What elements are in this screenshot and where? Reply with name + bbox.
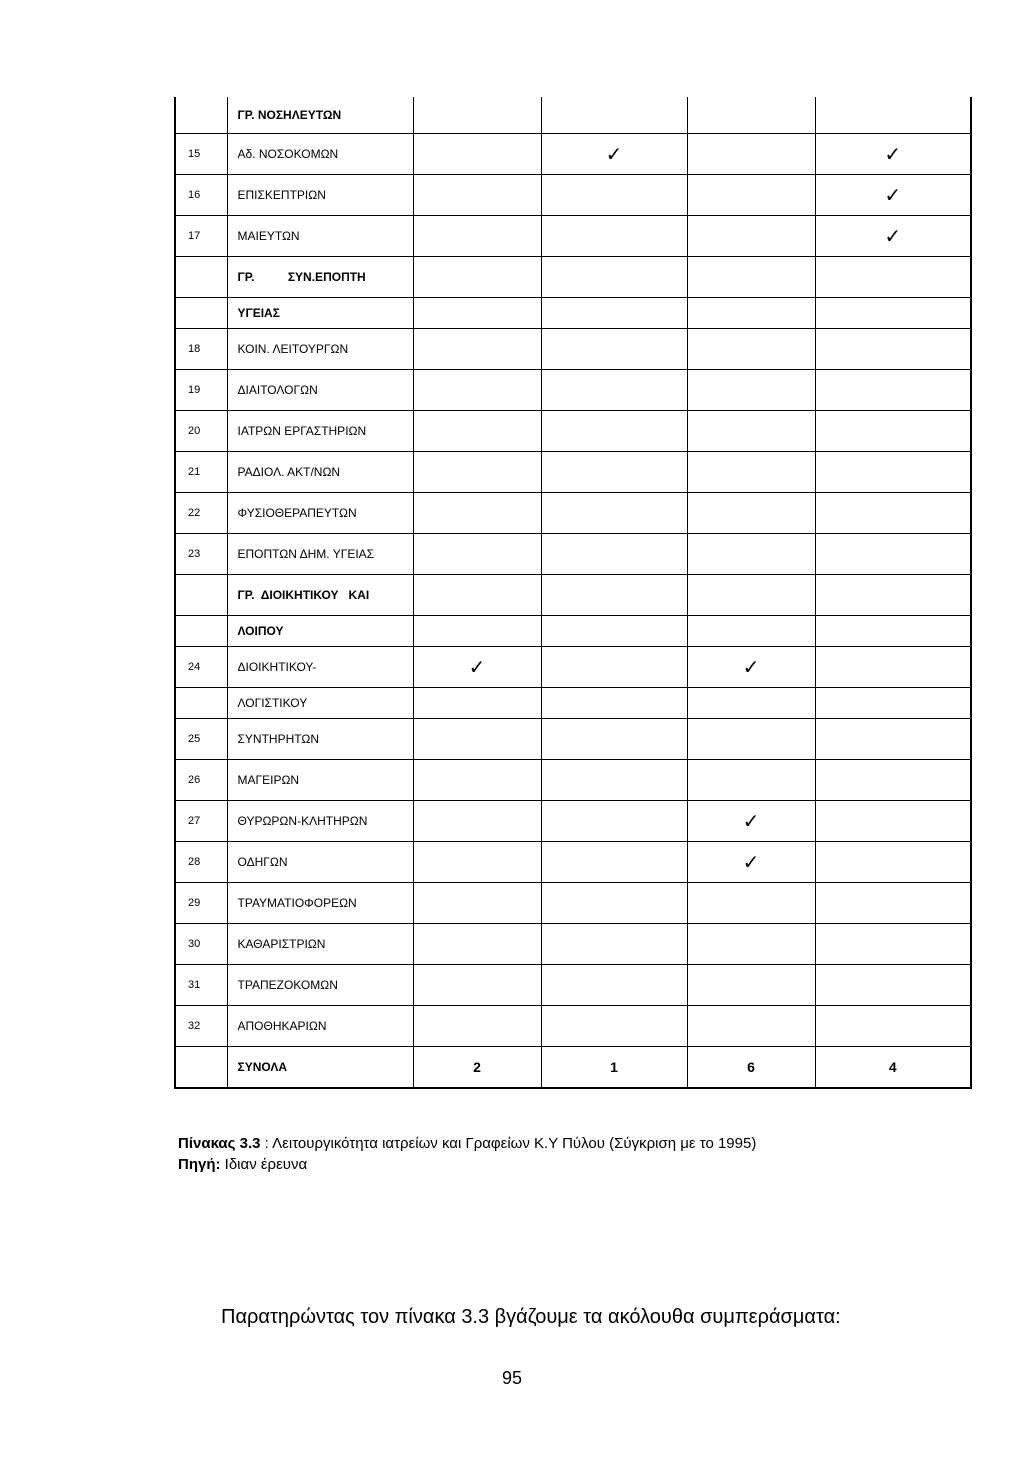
mark-col-1 — [413, 965, 541, 1006]
mark-col-4 — [815, 534, 971, 575]
mark-col-1: ✓ — [413, 647, 541, 688]
mark-col-2 — [541, 216, 687, 257]
mark-col-4 — [815, 647, 971, 688]
row-label: ΑΠΟΘΗΚΑΡΙΩΝ — [227, 1006, 413, 1047]
mark-col-1 — [413, 134, 541, 175]
mark-col-2 — [541, 411, 687, 452]
table-row — [175, 216, 971, 257]
mark-col-1 — [413, 175, 541, 216]
table-row — [175, 688, 971, 719]
table-caption — [178, 1133, 756, 1175]
table-row — [175, 298, 971, 329]
mark-col-3 — [687, 411, 815, 452]
source-line — [178, 1154, 756, 1175]
mark-col-1 — [413, 97, 541, 134]
table-row — [175, 760, 971, 801]
mark-col-3 — [687, 616, 815, 647]
mark-col-1 — [413, 411, 541, 452]
mark-col-4 — [815, 760, 971, 801]
row-label: ΛΟΓΙΣΤΙΚΟΥ — [227, 688, 413, 719]
row-label: ΔΙΑΙΤΟΛΟΓΩΝ — [227, 370, 413, 411]
mark-col-2 — [541, 329, 687, 370]
row-label: ΓΡ. ΔΙΟΙΚΗΤΙΚΟΥ ΚΑΙ — [227, 575, 413, 616]
row-number — [175, 575, 227, 616]
mark-col-1 — [413, 883, 541, 924]
mark-col-1 — [413, 216, 541, 257]
mark-col-3 — [687, 760, 815, 801]
table-row — [175, 175, 971, 216]
table-row — [175, 493, 971, 534]
mark-col-4 — [815, 298, 971, 329]
mark-col-1 — [413, 370, 541, 411]
table-row — [175, 719, 971, 760]
mark-col-3 — [687, 719, 815, 760]
table-row — [175, 801, 971, 842]
mark-col-1 — [413, 760, 541, 801]
table-row — [175, 411, 971, 452]
mark-col-2 — [541, 493, 687, 534]
caption-text: : Λειτουργικότητα ιατρείων και Γραφείων Κ.Υ Πύλου (Σύγκριση με το 1995) — [260, 1135, 757, 1152]
mark-col-3 — [687, 883, 815, 924]
row-number: 19 — [175, 370, 227, 411]
mark-col-3 — [687, 257, 815, 298]
totals-empty — [175, 1047, 227, 1089]
table-row — [175, 452, 971, 493]
row-label: ΥΓΕΙΑΣ — [227, 298, 413, 329]
mark-col-2 — [541, 842, 687, 883]
mark-col-3 — [687, 493, 815, 534]
row-number: 27 — [175, 801, 227, 842]
table-row — [175, 134, 971, 175]
source-text: Ιδιαν έρευνα — [220, 1156, 308, 1173]
mark-col-3 — [687, 97, 815, 134]
mark-col-3: ✓ — [687, 801, 815, 842]
table-row — [175, 370, 971, 411]
total-col-3: 6 — [687, 1047, 815, 1089]
mark-col-2 — [541, 760, 687, 801]
mark-col-2 — [541, 688, 687, 719]
row-label: ΘΥΡΩΡΩΝ-ΚΛΗΤΗΡΩΝ — [227, 801, 413, 842]
row-number: 24 — [175, 647, 227, 688]
row-label: Αδ. ΝΟΣΟΚΟΜΩΝ — [227, 134, 413, 175]
mark-col-3 — [687, 370, 815, 411]
mark-col-1 — [413, 801, 541, 842]
mark-col-3 — [687, 924, 815, 965]
row-number: 28 — [175, 842, 227, 883]
row-number: 32 — [175, 1006, 227, 1047]
mark-col-2 — [541, 719, 687, 760]
row-number: 23 — [175, 534, 227, 575]
mark-col-3 — [687, 216, 815, 257]
mark-col-2 — [541, 298, 687, 329]
mark-col-1 — [413, 452, 541, 493]
total-col-2: 1 — [541, 1047, 687, 1089]
table-row — [175, 97, 971, 134]
mark-col-1 — [413, 688, 541, 719]
mark-col-2 — [541, 616, 687, 647]
mark-col-4 — [815, 924, 971, 965]
table-row — [175, 616, 971, 647]
row-label: ΜΑΓΕΙΡΩΝ — [227, 760, 413, 801]
mark-col-2 — [541, 452, 687, 493]
page-number: 95 — [501, 1368, 523, 1388]
mark-col-1 — [413, 575, 541, 616]
mark-col-4 — [815, 411, 971, 452]
table-row — [175, 257, 971, 298]
row-number: 22 — [175, 493, 227, 534]
mark-col-1 — [413, 329, 541, 370]
mark-col-4 — [815, 452, 971, 493]
mark-col-1 — [413, 616, 541, 647]
mark-col-2 — [541, 175, 687, 216]
row-number — [175, 257, 227, 298]
mark-col-3 — [687, 134, 815, 175]
row-number: 20 — [175, 411, 227, 452]
mark-col-2 — [541, 924, 687, 965]
table-row — [175, 924, 971, 965]
row-label: ΚΟΙΝ. ΛΕΙΤΟΥΡΓΩΝ — [227, 329, 413, 370]
row-number: 30 — [175, 924, 227, 965]
staff-table — [174, 97, 972, 1089]
row-label: ΙΑΤΡΩΝ ΕΡΓΑΣΤΗΡΙΩΝ — [227, 411, 413, 452]
mark-col-4 — [815, 97, 971, 134]
mark-col-3 — [687, 575, 815, 616]
mark-col-4 — [815, 883, 971, 924]
mark-col-3: ✓ — [687, 647, 815, 688]
mark-col-4 — [815, 616, 971, 647]
mark-col-1 — [413, 257, 541, 298]
row-label: ΜΑΙΕΥΤΩΝ — [227, 216, 413, 257]
mark-col-2 — [541, 257, 687, 298]
mark-col-4: ✓ — [815, 134, 971, 175]
row-number: 26 — [175, 760, 227, 801]
row-number: 17 — [175, 216, 227, 257]
row-number — [175, 97, 227, 134]
row-label: ΤΡΑΥΜΑΤΙΟΦΟΡΕΩΝ — [227, 883, 413, 924]
table-row — [175, 534, 971, 575]
mark-col-2: ✓ — [541, 134, 687, 175]
mark-col-1 — [413, 924, 541, 965]
mark-col-4 — [815, 688, 971, 719]
mark-col-4 — [815, 842, 971, 883]
row-label: ΡΑΔΙΟΛ. ΑΚΤ/ΝΩΝ — [227, 452, 413, 493]
mark-col-4 — [815, 329, 971, 370]
source-label: Πηγή: — [178, 1156, 221, 1173]
row-label: ΓΡ. ΝΟΣΗΛΕΥΤΩΝ — [227, 97, 413, 134]
mark-col-4: ✓ — [815, 216, 971, 257]
mark-col-4: ✓ — [815, 175, 971, 216]
row-number: 15 — [175, 134, 227, 175]
mark-col-4 — [815, 801, 971, 842]
mark-col-4 — [815, 370, 971, 411]
row-label: ΔΙΟΙΚΗΤΙΚΟΥ- — [227, 647, 413, 688]
caption-label: Πίνακας 3.3 — [178, 1135, 261, 1152]
mark-col-1 — [413, 298, 541, 329]
row-label: ΓΡ. ΣΥΝ.ΕΠΟΠΤΗ — [227, 257, 413, 298]
table-row — [175, 575, 971, 616]
table-row — [175, 329, 971, 370]
mark-col-4 — [815, 719, 971, 760]
conclusion-text: Παρατηρώντας τον πίνακα 3.3 βγάζουμε τα ακόλουθα συμπεράσματα: — [221, 1306, 841, 1328]
table-row — [175, 842, 971, 883]
row-label: ΕΠΟΠΤΩΝ ΔΗΜ. ΥΓΕΙΑΣ — [227, 534, 413, 575]
row-label: ΚΑΘΑΡΙΣΤΡΙΩΝ — [227, 924, 413, 965]
mark-col-3 — [687, 298, 815, 329]
mark-col-2 — [541, 647, 687, 688]
row-number — [175, 616, 227, 647]
mark-col-1 — [413, 493, 541, 534]
table-row — [175, 883, 971, 924]
mark-col-2 — [541, 575, 687, 616]
totals-row — [175, 1047, 971, 1089]
row-number: 29 — [175, 883, 227, 924]
row-label: ΛΟΙΠΟΥ — [227, 616, 413, 647]
mark-col-4 — [815, 257, 971, 298]
mark-col-4 — [815, 965, 971, 1006]
mark-col-2 — [541, 370, 687, 411]
totals-label: ΣΥΝΟΛΑ — [227, 1047, 413, 1089]
mark-col-3 — [687, 688, 815, 719]
row-label: ΣΥΝΤΗΡΗΤΩΝ — [227, 719, 413, 760]
table-row — [175, 1006, 971, 1047]
row-label: ΕΠΙΣΚΕΠΤΡΙΩΝ — [227, 175, 413, 216]
table-row — [175, 965, 971, 1006]
mark-col-3 — [687, 452, 815, 493]
row-number: 31 — [175, 965, 227, 1006]
mark-col-1 — [413, 842, 541, 883]
mark-col-3: ✓ — [687, 842, 815, 883]
row-label: ΟΔΗΓΩΝ — [227, 842, 413, 883]
caption-line — [178, 1133, 756, 1154]
mark-col-1 — [413, 719, 541, 760]
row-number — [175, 688, 227, 719]
mark-col-2 — [541, 801, 687, 842]
mark-col-4 — [815, 575, 971, 616]
table-row — [175, 647, 971, 688]
mark-col-3 — [687, 965, 815, 1006]
row-label: ΦΥΣΙΟΘΕΡΑΠΕΥΤΩΝ — [227, 493, 413, 534]
row-label: ΤΡΑΠΕΖΟΚΟΜΩΝ — [227, 965, 413, 1006]
mark-col-2 — [541, 1006, 687, 1047]
mark-col-2 — [541, 883, 687, 924]
row-number: 18 — [175, 329, 227, 370]
mark-col-3 — [687, 329, 815, 370]
mark-col-1 — [413, 534, 541, 575]
row-number: 25 — [175, 719, 227, 760]
mark-col-2 — [541, 965, 687, 1006]
mark-col-4 — [815, 1006, 971, 1047]
mark-col-1 — [413, 1006, 541, 1047]
mark-col-2 — [541, 97, 687, 134]
mark-col-3 — [687, 1006, 815, 1047]
mark-col-3 — [687, 534, 815, 575]
row-number: 16 — [175, 175, 227, 216]
total-col-4: 4 — [815, 1047, 971, 1089]
mark-col-3 — [687, 175, 815, 216]
mark-col-2 — [541, 534, 687, 575]
mark-col-4 — [815, 493, 971, 534]
row-number — [175, 298, 227, 329]
total-col-1: 2 — [413, 1047, 541, 1089]
row-number: 21 — [175, 452, 227, 493]
